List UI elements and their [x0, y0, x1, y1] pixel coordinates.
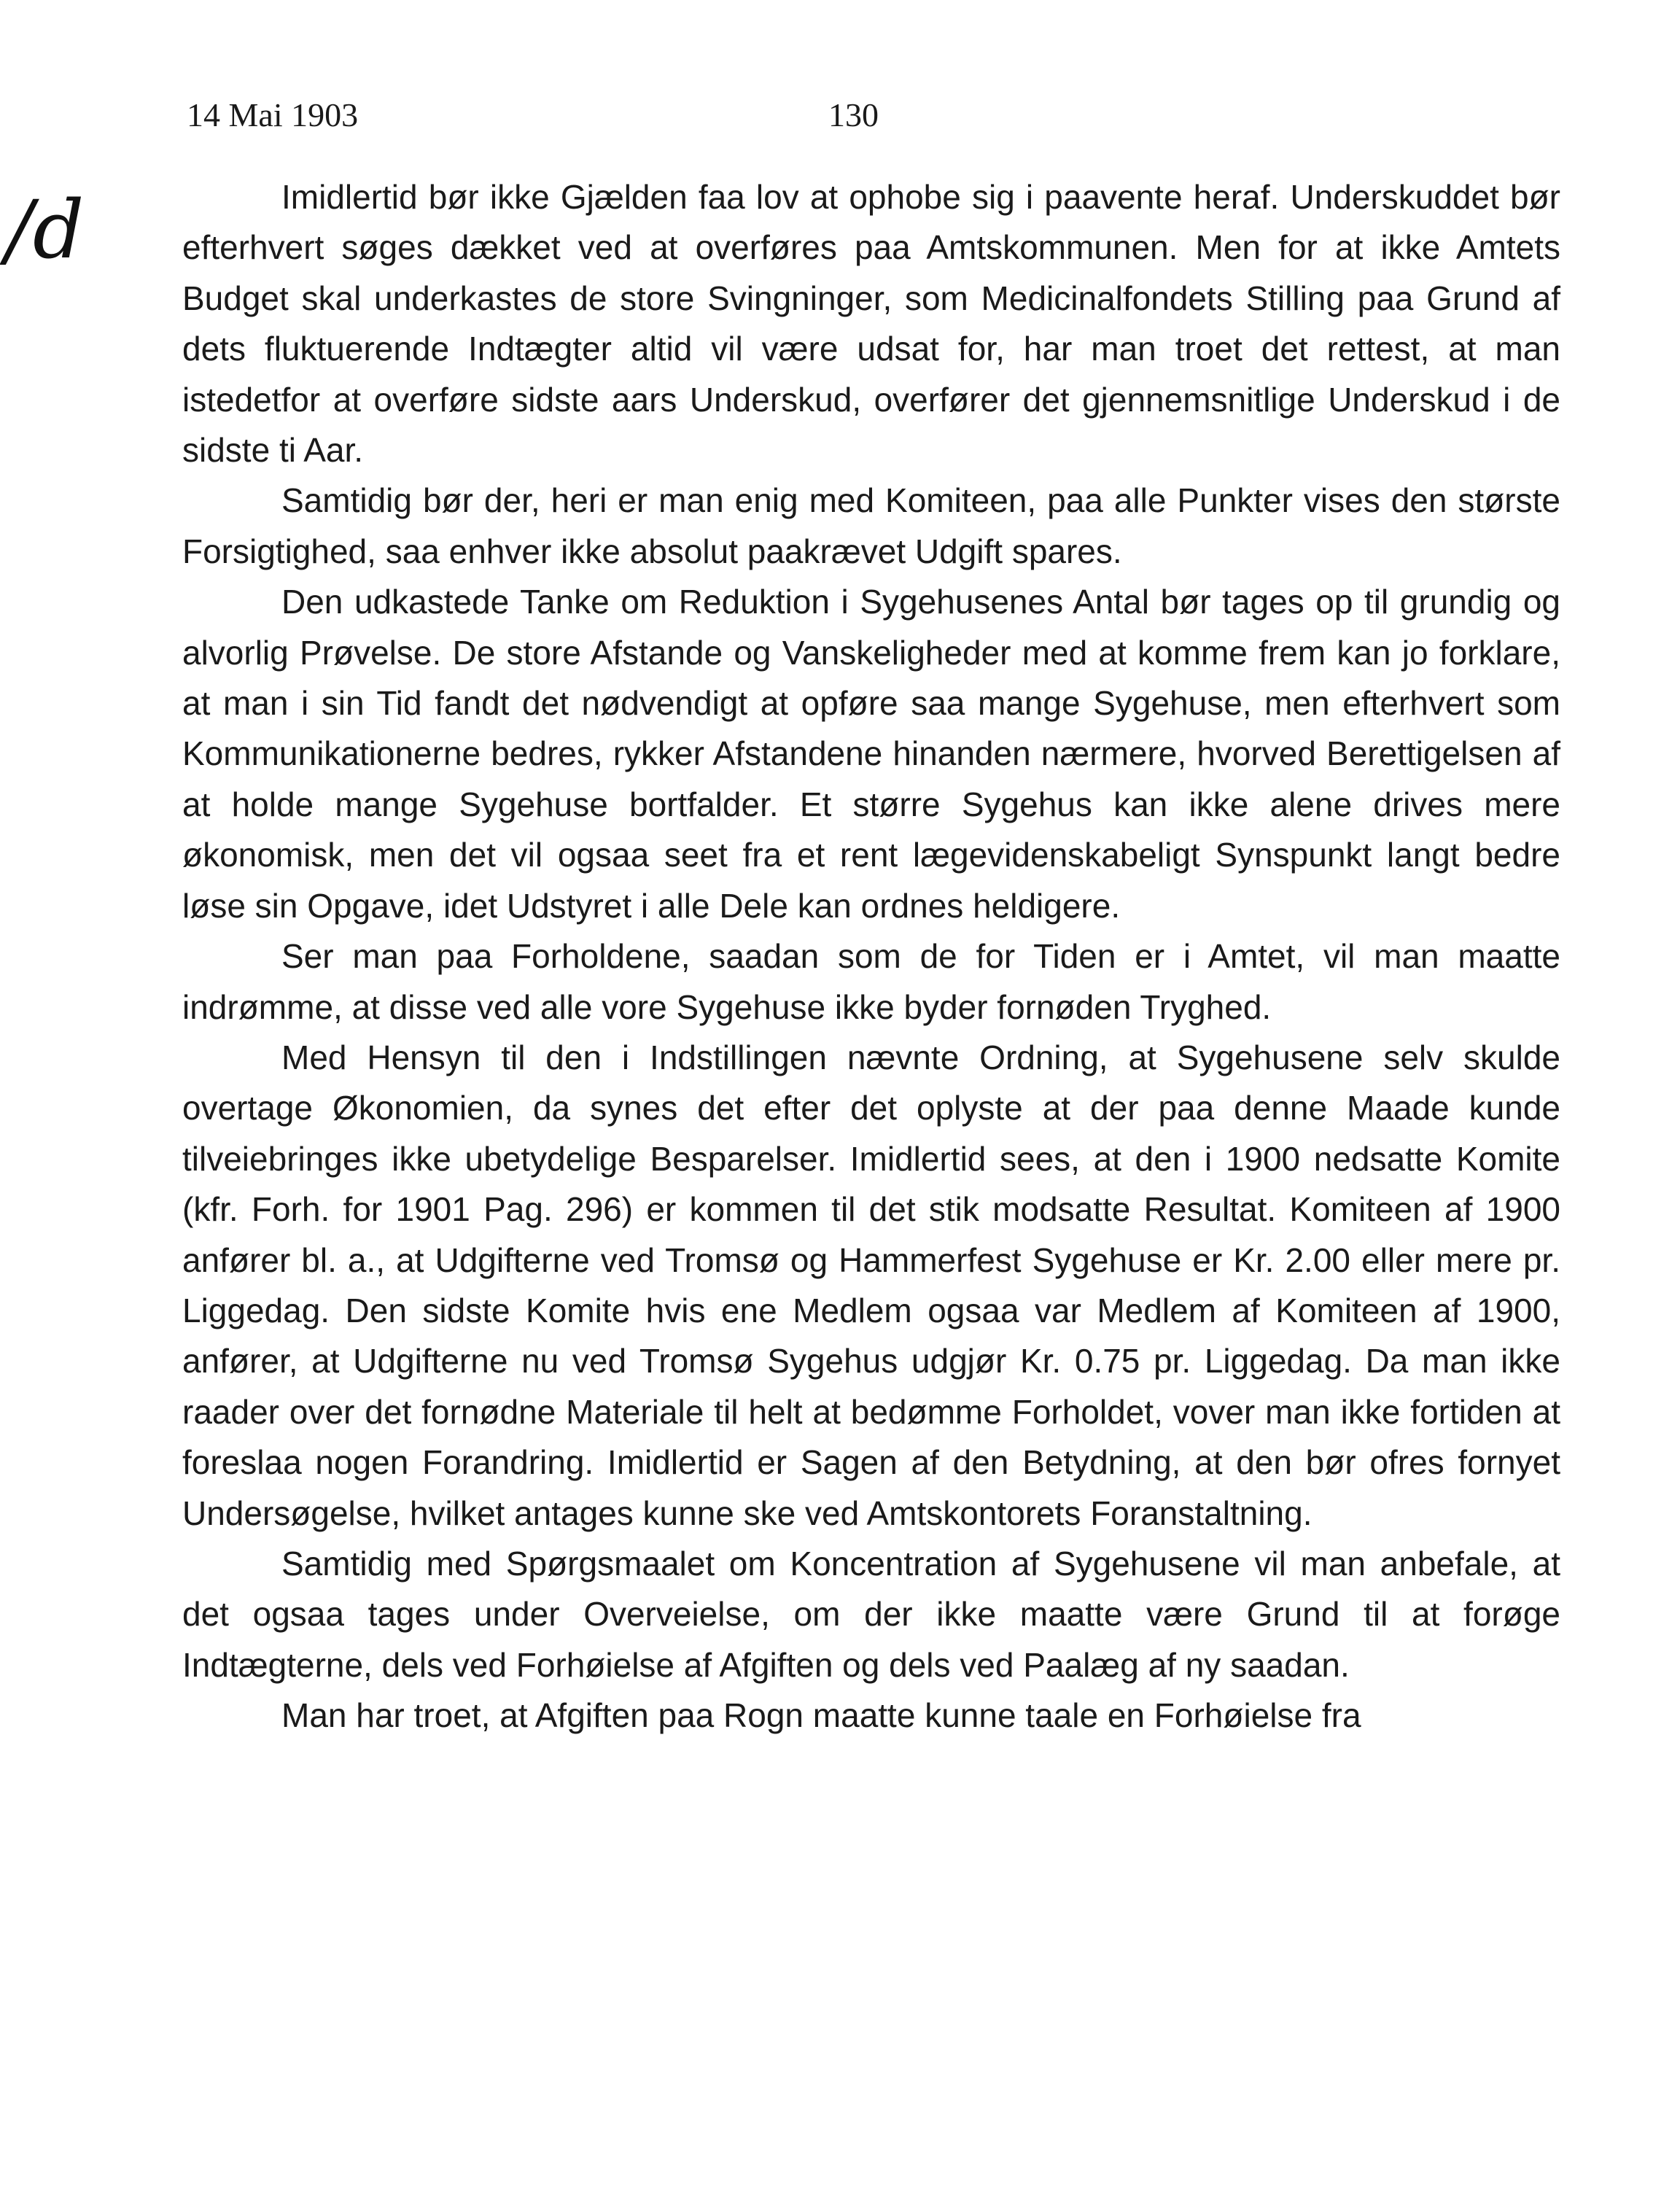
document-body	[182, 172, 1560, 1741]
page-header	[187, 93, 1572, 137]
handwritten-margin-mark: /d	[6, 183, 85, 276]
paragraph-1: Imidlertid bør ikke Gjælden faa lov at ophobe sig i paavente heraf. Underskuddet bør efterhvert søges dækket ved at overføres paa Amtskommunen. Men for at ikke Amtets Budget skal underkastes de store Svingninger, som Medicinalfondets Stilling paa Grund af dets fluktuerende Indtægter altid vil være udsat for, har man troet det rettest, at man istedetfor at overføre sidste aars Underskud, overfører det gjennemsnitlige Underskud i de sidste ti Aar.	[182, 178, 1560, 470]
paragraph-6: Samtidig med Spørgsmaalet om Koncentration af Sygehusene vil man anbefale, at det ogsaa tages under Overveielse, om der ikke maatte være Grund til at forøge Indtægterne, dels ved Forhøielse af Afgiften og dels ved Paalæg af ny saadan.	[182, 1544, 1560, 1684]
paragraph-7: Man har troet, at Afgiften paa Rogn maatte kunne taale en Forhøielse fra	[281, 1696, 1361, 1735]
paragraph-3: Den udkastede Tanke om Reduktion i Sygehusenes Antal bør tages op til grundig og alvorlig Prøvelse. De store Afstande og Vanskeligheder med at komme frem kan jo forklare, at man i sin Tid fandt det nødvendigt at opføre saa mange Sygehuse, men efterhvert som Kommunikationerne bedres, rykker Afstandene hinanden nærmere, hvorved Berettigelsen af at holde mange Sygehuse bortfalder. Et større Sygehus kan ikke alene drives mere økonomisk, men det vil ogsaa seet fra et rent lægevidenskabeligt Synspunkt langt bedre løse sin Opgave, idet Udstyret i alle Dele kan ordnes heldigere.	[182, 583, 1560, 925]
paragraph-2: Samtidig bør der, heri er man enig med Komiteen, paa alle Punkter vises den største Forsigtighed, saa enhver ikke absolut paakrævet Udgift spares.	[182, 481, 1560, 570]
page-date: 14 Mai 1903	[187, 96, 359, 133]
paragraph-4: Ser man paa Forholdene, saadan som de for Tiden er i Amtet, vil man maatte indrømme, at disse ved alle vore Sygehuse ikke byder fornøden Tryghed.	[182, 937, 1560, 1026]
page-number: 130	[828, 96, 879, 133]
paragraph-5: Med Hensyn til den i Indstillingen nævnte Ordning, at Sygehusene selv skulde overtage Økonomien, da synes det efter det oplyste at der paa denne Maade kunde tilveiebringes ikke ubetydelige Besparelser. Imidlertid sees, at den i 1900 nedsatte Komite (kfr. Forh. for 1901 Pag. 296) er kommen til det stik modsatte Resultat. Komiteen af 1900 anfører bl. a., at Udgifterne ved Tromsø og Hammerfest Sygehuse er Kr. 2.00 eller mere pr. Liggedag. Den sidste Komite hvis ene Medlem ogsaa var Medlem af Komiteen af 1900, anfører, at Udgifterne nu ved Tromsø Sygehus udgjør Kr. 0.75 pr. Liggedag. Da man ikke raader over det fornødne Materiale til helt at bedømme Forholdet, vover man ikke fortiden at foreslaa nogen Forandring. Imidlertid er Sagen af den Betydning, at den bør ofres fornyet Undersøgelse, hvilket antages kunne ske ved Amtskontorets Foranstaltning.	[182, 1038, 1560, 1532]
